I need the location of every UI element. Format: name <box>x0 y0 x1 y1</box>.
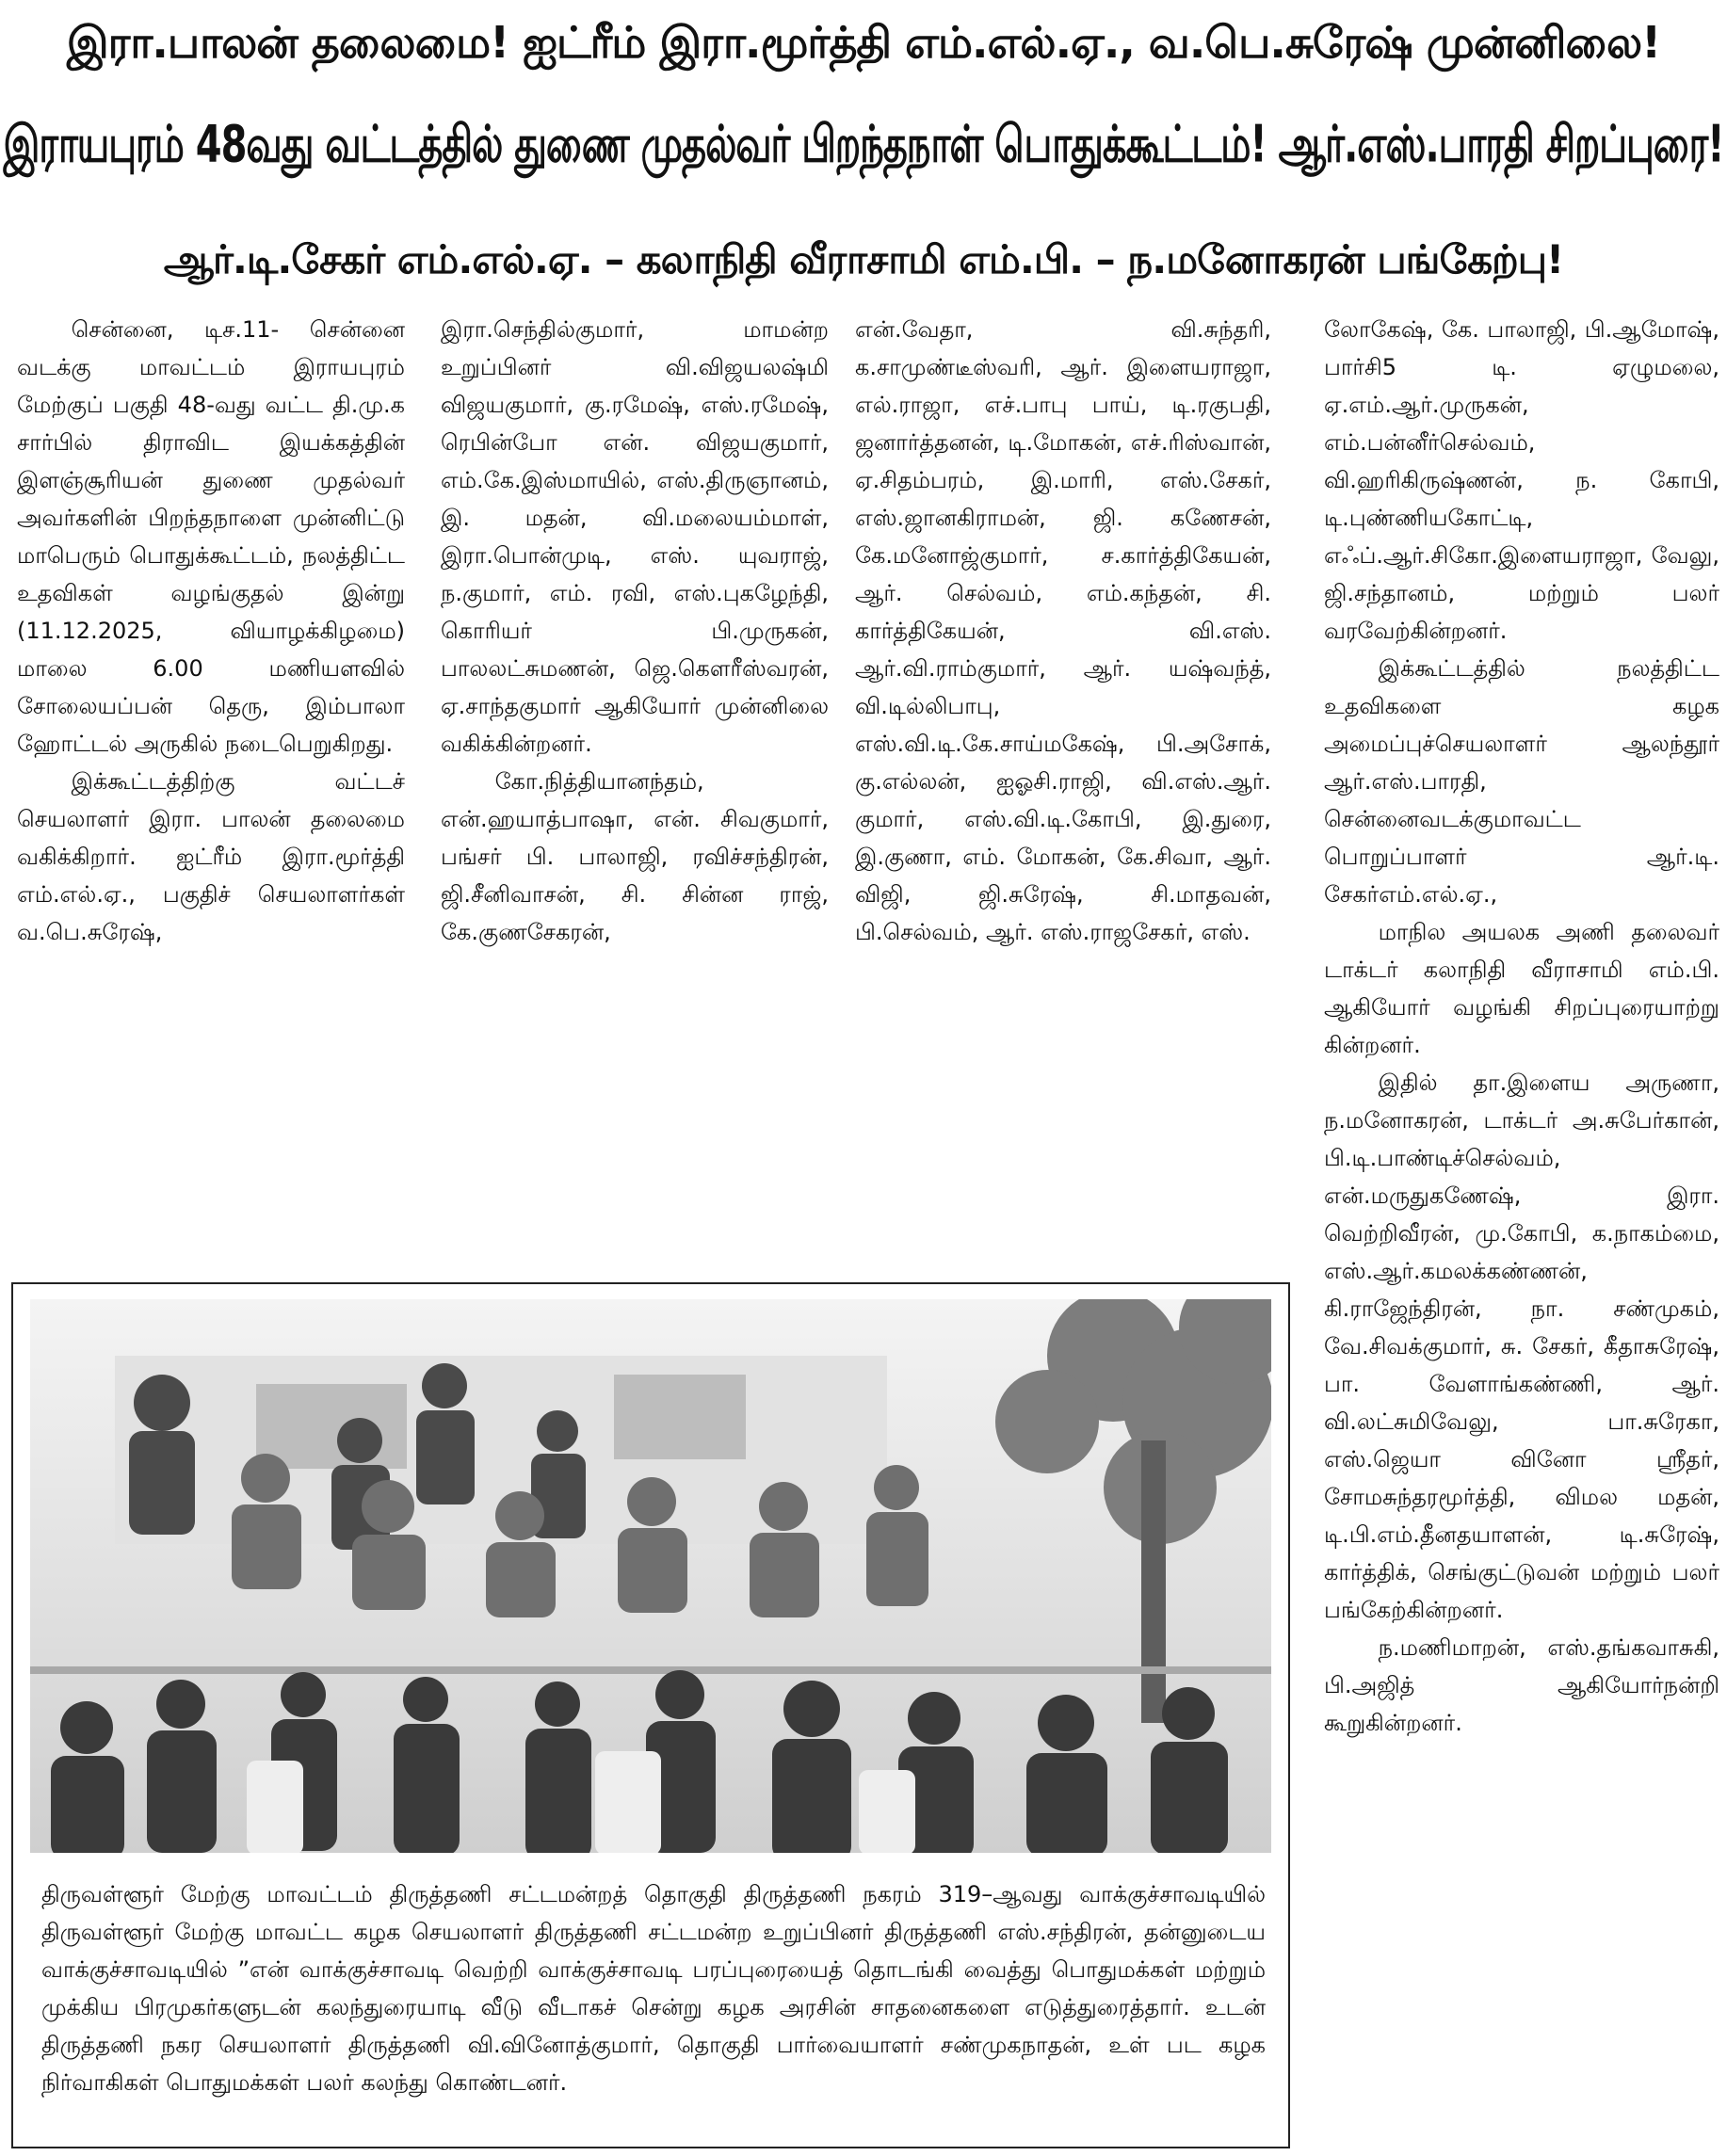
col1-paragraph-1: சென்னை, டிச.11- சென்னை வடக்கு மாவட்டம் இராயபுரம் மேற்குப் பகுதி 48-வது வட்ட தி.மு.க சார்பில் திராவிட இயக்கத்தின் இளஞ்சூரியன் துணை முதல்வர் அவர்களின் பிறந்தநாளை முன்னிட்டு மாபெரும் பொதுக்கூட்டம், நலத்திட்ட உதவிகள் வழங்குதல் இன்று (11.12.2025, வியாழக்கிழமை) மாலை 6.00 மணியளவில் சோலையப்பன் தெரு, இம்பாலா ஹோட்டல் அருகில் நடைபெறுகிறது. <box>17 316 405 757</box>
col1-paragraph-2: இக்கூட்டத்திற்கு வட்டச் செயலாளர் இரா. பாலன் தலைமை வகிக்கிறார். ஐட்ரீம் இரா.மூர்த்தி எம்.எல்.ஏ., பகுதிச் செயலாளர்கள் வ.பெ.சுரேஷ், <box>17 768 405 945</box>
headline-1: இரா.பாலன் தலைமை! ஐட்ரீம் இரா.மூர்த்தி எம்.எல்.ஏ., வ.பெ.சுரேஷ் முன்னிலை! <box>66 17 1661 68</box>
headline-2: இராயபுரம் 48வது வட்டத்தில் துணை முதல்வர் பிறந்தநாள் பொதுக்கூட்டம்! ஆர்.எஸ்.பாரதி சிறப்புரை! <box>3 115 1724 175</box>
article-column-4 <box>1324 311 1719 2147</box>
article-column-2 <box>441 311 829 1252</box>
news-photo-illustration <box>30 1299 1271 1853</box>
col3-paragraph-1: என்.வேதா, வி.சுந்தரி, க.சாமுண்டீஸ்வரி, ஆர். இளையராஜா, எல்.ராஜா, எச்.பாபு பாய், டி.ரகுபதி, ஜனார்த்தனன், டி.மோகன், எச்.ரிஸ்வான், ஏ.சிதம்பரம், இ.மாரி, எஸ்.சேகர், எஸ்.ஜானகிராமன், ஜி. கணேசன், கே.மனோஜ்குமார், ச.கார்த்திகேயன், ஆர். செல்வம், எம்.கந்தன், சி. கார்த்திகேயன், வி.எஸ். ஆர்.வி.ராம்குமார், ஆர். யஷ்வந்த், வி.டில்லிபாபு, எஸ்.வி.டி.கே.சாய்மகேஷ், பி.அசோக், கு.எல்லன், ஐஓசி.ராஜி, வி.எஸ்.ஆர். குமார், எஸ்.வி.டி.கோபி, இ.துரை, இ.குணா, எம். மோகன், கே.சிவா, ஆர். விஜி, ஜி.சுரேஷ், சி.மாதவன், பி.செல்வம், ஆர். எஸ்.ராஜசேகர், எஸ். <box>855 316 1271 945</box>
photo-box <box>11 1282 1290 2148</box>
photo-caption: திருவள்ளூர் மேற்கு மாவட்டம் திருத்தணி சட்டமன்றத் தொகுதி திருத்தணி நகரம் 319–ஆவது வாக்குச்சாவடியில் திருவள்ளூர் மேற்கு மாவட்ட கழக செயலாளர் திருத்தணி சட்டமன்ற உறுப்பினர் திருத்தணி எஸ்.சந்திரன், தன்னுடைய வாக்குச்சாவடியில் ”என் வாக்குச்சாவடி வெற்றி வாக்குச்சாவடி பரப்புரையைத் தொடங்கி வைத்து பொதுமக்கள் மற்றும் முக்கிய பிரமுகர்களுடன் கலந்துரையாடி வீடு வீடாகச் சென்று கழக அரசின் சாதனைகளை எடுத்துரைத்தார். உடன் திருத்தணி நகர செயலாளர் திருத்தணி வி.வினோத்குமார், தொகுதி பார்வையாளர் சண்முகநாதன், உள் பட கழக நிர்வாகிகள் பொதுமக்கள் பலர் கலந்து கொண்டனர். <box>41 1881 1266 2096</box>
col4-paragraph-1: லோகேஷ், கே. பாலாஜி, பி.ஆமோஷ், பார்சி5 டி. ஏழுமலை, ஏ.எம்.ஆர்.முருகன், எம்.பன்னீர்செல்வம், வி.ஹரிகிருஷ்ணன், ந. கோபி, டி.புண்ணியகோட்டி, எஃப்.ஆர்.சிகோ.இளையராஜா, வேலு, ஜி.சந்தானம், மற்றும் பலர் வரவேற்கின்றனர். <box>1324 316 1719 644</box>
col2-paragraph-2: கோ.நித்தியானந்தம், என்.ஹயாத்பாஷா, என். சிவகுமார், பங்சர் பி. பாலாஜி, ரவிச்சந்திரன், ஜி.சீனிவாசன், சி. சின்ன ராஜ், கே.குணசேகரன், <box>441 768 829 945</box>
col4-paragraph-2: இக்கூட்டத்தில் நலத்திட்ட உதவிகளை கழக அமைப்புச்செயலாளர் ஆலந்தூர் ஆர்.எஸ்.பாரதி, சென்னைவடக்குமாவட்ட பொறுப்பாளர் ஆர்.டி. சேகர்எம்.எல்.ஏ., <box>1324 655 1719 908</box>
col4-paragraph-5: ந.மணிமாறன், எஸ்.தங்கவாசுகி, பி.அஜித் ஆகியோர்நன்றி கூறுகின்றனர். <box>1324 1634 1719 1736</box>
col4-paragraph-3: மாநில அயலக அணி தலைவர் டாக்டர் கலாநிதி வீராசாமி எம்.பி. ஆகியோர் வழங்கி சிறப்புரையாற்று கின்றனர். <box>1324 919 1719 1058</box>
news-photo <box>30 1299 1271 1853</box>
col4-paragraph-4: இதில் தா.இளைய அருணா, ந.மனோகரன், டாக்டர் அ.சுபேர்கான், பி.டி.பாண்டிச்செல்வம், என்.மருதுகணேஷ், இரா. வெற்றிவீரன், மு.கோபி, க.நாகம்மை, எஸ்.ஆர்.கமலக்கண்ணன், கி.ராஜேந்திரன், நா. சண்முகம், வே.சிவக்குமார், சு. சேகர், கீதாசுரேஷ், பா. வேளாங்கண்ணி, ஆர். வி.லட்சுமிவேலு, பா.சுரேகா, எஸ்.ஜெயா வினோ ஸ்ரீதர், சோமசுந்தரமூர்த்தி, விமல மதன், டி.பி.எம்.தீனதயாளன், டி.சுரேஷ், கார்த்திக், செங்குட்டுவன் மற்றும் பலர் பங்கேற்கின்றனர். <box>1324 1070 1719 1623</box>
col2-paragraph-1: இரா.செந்தில்குமார், மாமன்ற உறுப்பினர் வி.விஜயலஷ்மி விஜயகுமார், கு.ரமேஷ், எஸ்.ரமேஷ், ரெபின்போ என். விஜயகுமார், எம்.கே.இஸ்மாயில், எஸ்.திருஞானம், இ. மதன், வி.மலையம்மாள், இரா.பொன்முடி, எஸ். யுவராஜ், ந.குமார், எம். ரவி, எஸ்.புகழேந்தி, கொரியர் பி.முருகன், பாலலட்சுமணன், ஜெ.கௌரீஸ்வரன், ஏ.சாந்தகுமார் ஆகியோர் முன்னிலை வகிக்கின்றனர். <box>441 316 829 757</box>
headline-3: ஆர்.டி.சேகர் எம்.எல்.ஏ. – கலாநிதி வீராசாமி எம்.பி. – ந.மனோகரன் பங்கேற்பு! <box>163 236 1564 282</box>
article-column-1 <box>17 311 405 1252</box>
article-column-3 <box>855 311 1271 1252</box>
